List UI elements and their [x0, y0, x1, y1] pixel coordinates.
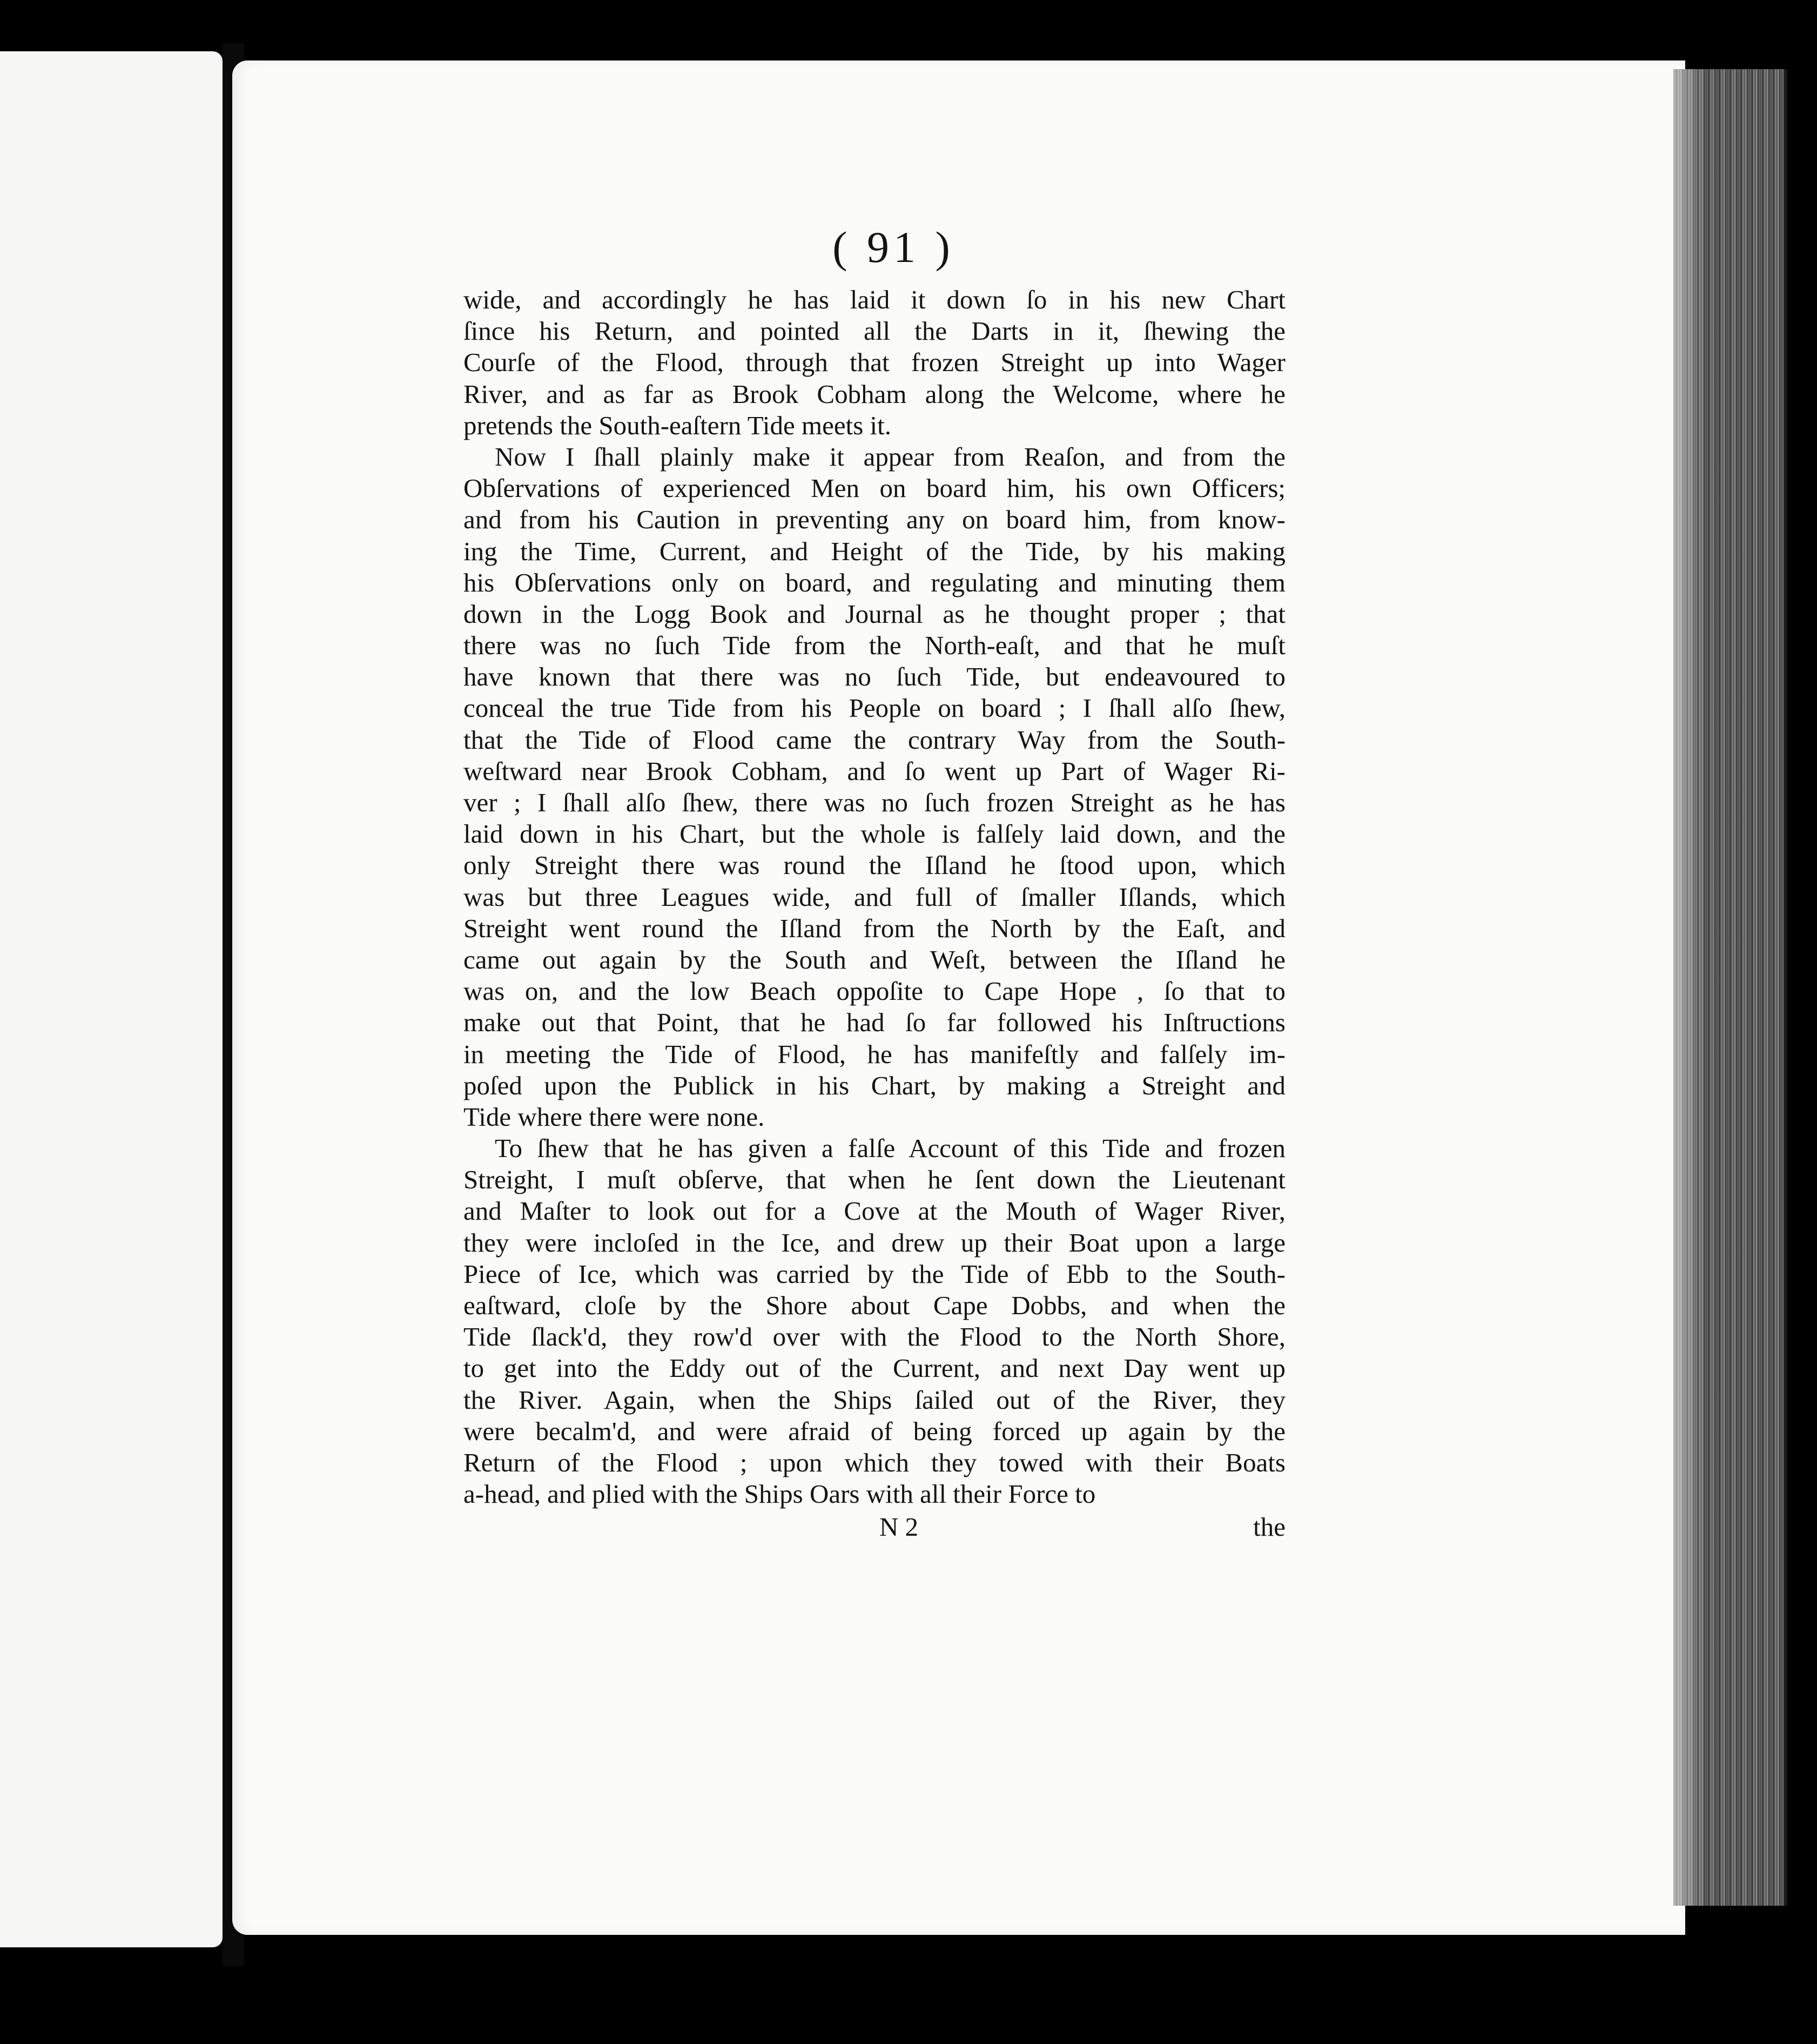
text-line: laid down in his Chart, but the whole is falſely laid down, and the — [463, 819, 1286, 849]
text-line: poſed upon the Publick in his Chart, by making a Streight and — [463, 1070, 1286, 1100]
text-line: Now I ſhall plainly make it appear from Reaſon, and from the — [495, 441, 1286, 472]
text-line: make out that Point, that he had ſo far followed his Inſtructions — [463, 1007, 1286, 1038]
text-line: only Streight there was round the Iſland he ſtood upon, which — [463, 850, 1286, 880]
text-line: were becalm'd, and were afraid of being forced up again by the — [463, 1416, 1286, 1446]
text-line: pretends the South-eaſtern Tide meets it. — [463, 410, 892, 440]
text-line: conceal the true Tide from his People on board ; I ſhall alſo ſhew, — [463, 693, 1286, 723]
text-line: there was no ſuch Tide from the North-eaſt, and that he muſt — [463, 630, 1286, 661]
text-line: Tide where there were none. — [463, 1101, 765, 1132]
text-line: weſtward near Brook Cobham, and ſo went up Part of Wager Ri- — [463, 756, 1286, 786]
text-line: have known that there was no ſuch Tide, but endeavoured to — [463, 662, 1286, 692]
text-line: the River. Again, when the Ships ſailed out of the River, they — [463, 1384, 1286, 1415]
text-line: they were incloſed in the Ice, and drew up their Boat upon a large — [463, 1227, 1286, 1258]
text-line: that the Tide of Flood came the contrary Way from the South- — [463, 724, 1286, 755]
page-number: ( 91 ) — [832, 223, 954, 272]
text-line: Courſe of the Flood, through that frozen Streight up into Wager — [463, 347, 1286, 378]
text-line: To ſhew that he has given a falſe Account of this Tide and frozen — [495, 1133, 1286, 1164]
text-line: eaſtward, cloſe by the Shore about Cape Dobbs, and when the — [463, 1290, 1286, 1320]
text-line: and from his Caution in preventing any on board him, from know- — [463, 505, 1286, 535]
text-line: a-head, and plied with the Ships Oars with all their Force to — [463, 1479, 1096, 1509]
text-line: in meeting the Tide of Flood, he has manifeſtly and falſely im- — [463, 1039, 1286, 1069]
text-line: to get into the Eddy out of the Current, and next Day went up — [463, 1353, 1286, 1383]
signature-mark: N 2 — [879, 1512, 919, 1542]
text-line: was but three Leagues wide, and full of ſmaller Iſlands, which — [463, 882, 1286, 912]
text-line: ver ; I ſhall alſo ſhew, there was no ſuch frozen Streight as he has — [463, 788, 1286, 817]
text-line: ing the Time, Current, and Height of the Tide, by his making — [463, 536, 1286, 566]
page-edge-shade — [1673, 69, 1706, 1906]
text-line: Piece of Ice, which was carried by the Tide of Ebb to the South- — [463, 1259, 1286, 1289]
text-line: Streight, I muſt obſerve, that when he ſent down the Lieutenant — [463, 1165, 1286, 1195]
facing-page — [0, 51, 223, 1947]
text-line: Streight went round the Iſland from the North by the Eaſt, and — [463, 913, 1286, 943]
text-line: Obſervations of experienced Men on board him, his own Officers; — [463, 473, 1286, 503]
text-line: wide, and accordingly he has laid it down ſo in his new Chart — [463, 285, 1286, 314]
text-line: came out again by the South and Weſt, between the Iſland he — [463, 944, 1286, 974]
catchword: the — [1253, 1512, 1286, 1542]
page-text — [463, 220, 1286, 1544]
page-footer — [463, 1510, 1286, 1544]
text-line: ſince his Return, and pointed all the Darts in it, ſhewing the — [463, 316, 1286, 346]
text-line: his Obſervations only on board, and regulating and minuting them — [463, 567, 1286, 597]
text-line: Tide ſlack'd, they row'd over with the Flood to the North Shore, — [463, 1322, 1286, 1352]
text-line: down in the Logg Book and Journal as he thought proper ; that — [463, 599, 1286, 629]
body-text — [463, 284, 1286, 1510]
text-line: Return of the Flood ; upon which they towed with their Boats — [463, 1447, 1286, 1477]
text-line: and Maſter to look out for a Cove at the Mouth of Wager River, — [463, 1196, 1286, 1226]
text-line: was on, and the low Beach oppoſite to Cape Hope , ſo that to — [463, 976, 1286, 1006]
text-line: River, and as far as Brook Cobham along the Welcome, where he — [463, 379, 1286, 409]
